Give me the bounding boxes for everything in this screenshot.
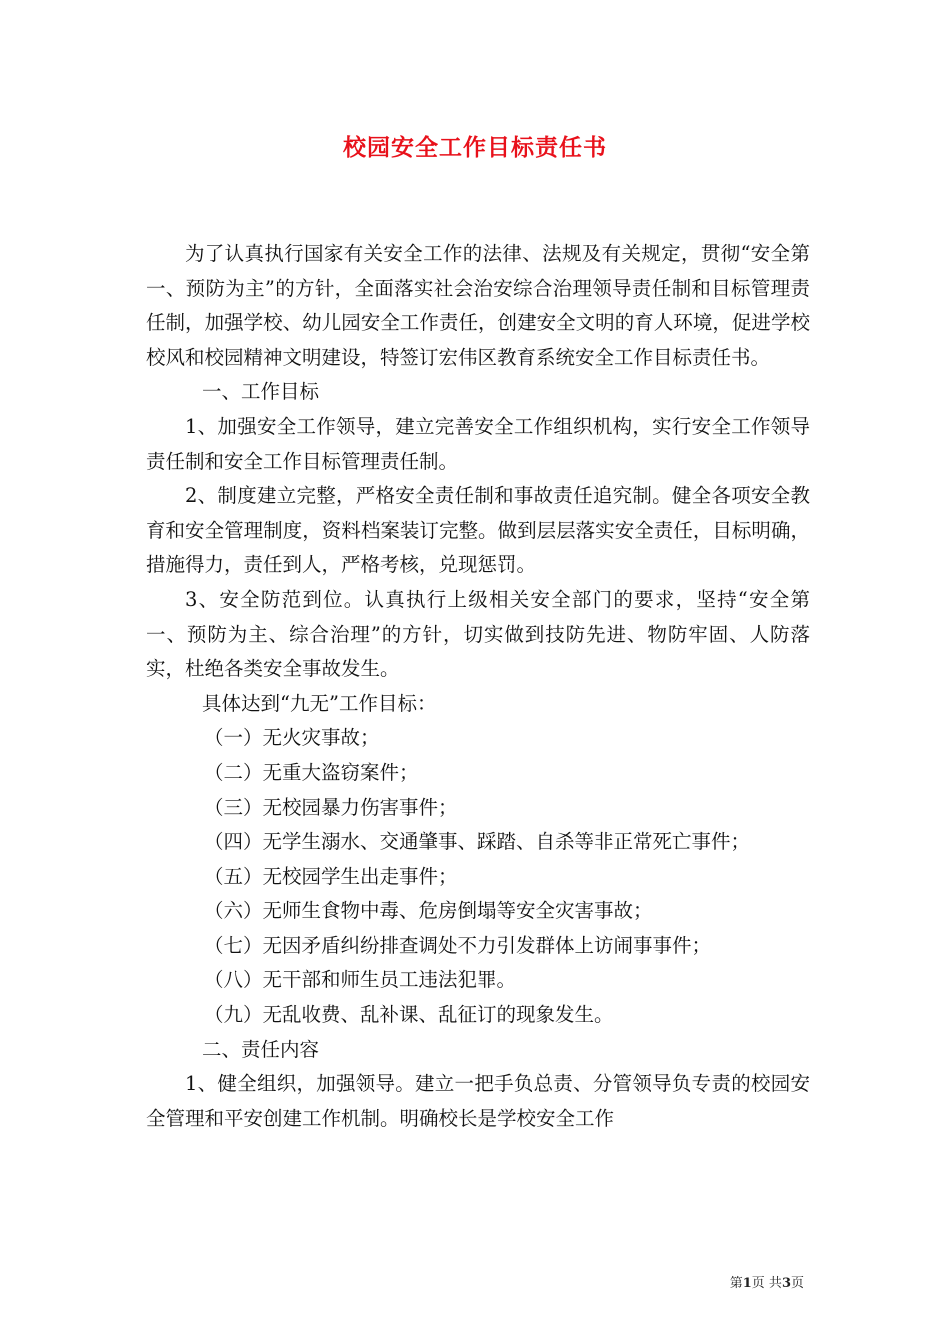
nine-none-item-1: （一）无火灾事故； (204, 726, 380, 750)
document-title: 校园安全工作目标责任书 (343, 134, 607, 161)
nine-none-item-8: （八）无干部和师生员工违法犯罪。 (204, 968, 517, 992)
nine-none-intro: 具体达到“九无”工作目标： (202, 691, 437, 715)
intro-paragraph: 为了认真执行国家有关安全工作的法律、法规及有关规定，贯彻“安全第一、预防为主”的方针，全面落实社会治安综合治理领导责任制和目标管理责任制，加强学校、幼儿园安全工作责任，创建安全文明的育人环境，促进学校校风和校园精神文明建设，特签订宏伟区教育系统安全工作目标责任书。 (146, 242, 810, 369)
page-footer (730, 1275, 804, 1293)
goal-item-3: 3、安全防范到位。认真执行上级相关安全部门的要求，坚持“安全第一、预防为主、综合治理”的方针，切实做到技防先进、物防牢固、人防落实，杜绝各类安全事故发生。 (146, 587, 810, 681)
responsibility-item-1: 1、健全组织，加强领导。建立一把手负总责、分管领导负专责的校园安全管理和平安创建工作机制。明确校长是学校安全工作 (146, 1072, 810, 1130)
footer-total-pages: 3 (781, 1276, 791, 1291)
footer-suffix: 页 (790, 1276, 804, 1291)
nine-none-item-4: （四）无学生溺水、交通肇事、踩踏、自杀等非正常死亡事件； (204, 830, 751, 854)
document-body (146, 237, 810, 1136)
nine-none-item-9: （九）无乱收费、乱补课、乱征订的现象发生。 (204, 1003, 614, 1027)
nine-none-item-7: （七）无因矛盾纠纷排查调处不力引发群体上访闹事事件； (204, 933, 712, 957)
nine-none-item-5: （五）无校园学生出走事件； (204, 864, 458, 888)
footer-middle: 页 共 (751, 1276, 782, 1291)
nine-none-item-3: （三）无校园暴力伤害事件； (204, 795, 458, 819)
goal-item-1: 1、加强安全工作领导，建立完善安全工作组织机构，实行安全工作领导责任制和安全工作目标管理责任制。 (146, 414, 810, 473)
nine-none-item-6: （六）无师生食物中毒、危房倒塌等安全灾害事故； (204, 899, 653, 923)
footer-page-number: 1 (742, 1276, 752, 1291)
nine-none-item-2: （二）无重大盗窃案件； (204, 760, 419, 784)
section-heading-2: 二、责任内容 (202, 1037, 320, 1061)
footer-prefix: 第 (729, 1276, 743, 1291)
goal-item-2: 2、制度建立完整，严格安全责任制和事故责任追究制。健全各项安全教育和安全管理制度，资料档案装订完整。做到层层落实安全责任，目标明确，措施得力，责任到人，严格考核，兑现惩罚。 (146, 484, 810, 577)
section-heading-1: 一、工作目标 (202, 380, 320, 404)
